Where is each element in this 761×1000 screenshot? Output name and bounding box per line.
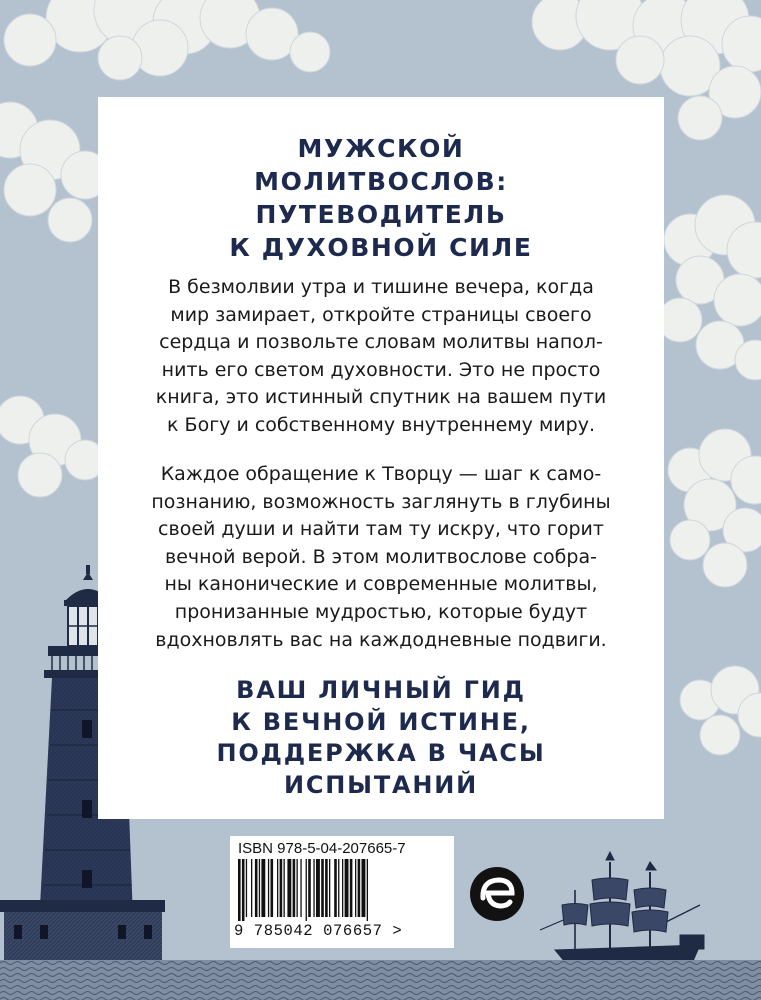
barcode-digits: 9 785042 076657 > xyxy=(234,922,403,940)
text-line: нить его светом духовности. Это не просто xyxy=(161,358,601,381)
title-line: МУЖСКОЙ xyxy=(297,134,465,163)
isbn-label: ISBN 978-5-04-207665-7 xyxy=(238,840,406,857)
text-line: к Богу и собственному внутреннему миру. xyxy=(167,413,595,436)
slogan xyxy=(98,675,664,801)
text-line: вдохновлять вас на каждодневные подвиги. xyxy=(155,628,607,651)
description-paragraph-2 xyxy=(98,461,664,654)
slogan-line: ИСПЫТАНИЙ xyxy=(283,770,479,799)
title-line: МОЛИТВОСЛОВ: xyxy=(254,167,508,196)
text-line: вечной верой. В этом молитвослове собра- xyxy=(165,545,597,568)
description-paragraph-1 xyxy=(98,274,664,440)
text-line: сердца и позвольте словам молитвы напол- xyxy=(159,331,603,354)
slogan-line: ВАШ ЛИЧНЫЙ ГИД xyxy=(236,676,526,704)
title-line: К ДУХОВНОЙ СИЛЕ xyxy=(229,233,533,262)
text-line: познанию, возможность заглянуть в глубины xyxy=(151,490,611,513)
text-line: книга, это истинный спутник на вашем пути xyxy=(155,386,607,409)
text-line: Каждое обращение к Творцу — шаг к само- xyxy=(160,463,602,485)
text-line: мир замирает, откройте страницы своего xyxy=(170,303,592,326)
text-line: ны канонические и современные молитвы, xyxy=(164,573,598,596)
slogan-line: ПОДДЕРЖКА В ЧАСЫ xyxy=(216,739,546,767)
publisher-e-logo-icon xyxy=(468,865,526,923)
title-line: ПУТЕВОДИТЕЛЬ xyxy=(255,200,507,229)
description-panel xyxy=(98,97,664,819)
text-line: В безмолвии утра и тишине вечера, когда xyxy=(168,276,594,298)
barcode-icon xyxy=(238,859,446,921)
isbn-barcode-box xyxy=(230,836,454,948)
text-line: пронизанные мудростью, которые будут xyxy=(174,600,588,623)
text-line: своей души и найти там ту искру, что горит xyxy=(158,518,604,541)
slogan-line: К ВЕЧНОЙ ИСТИНЕ, xyxy=(231,707,531,736)
book-title xyxy=(98,132,664,264)
